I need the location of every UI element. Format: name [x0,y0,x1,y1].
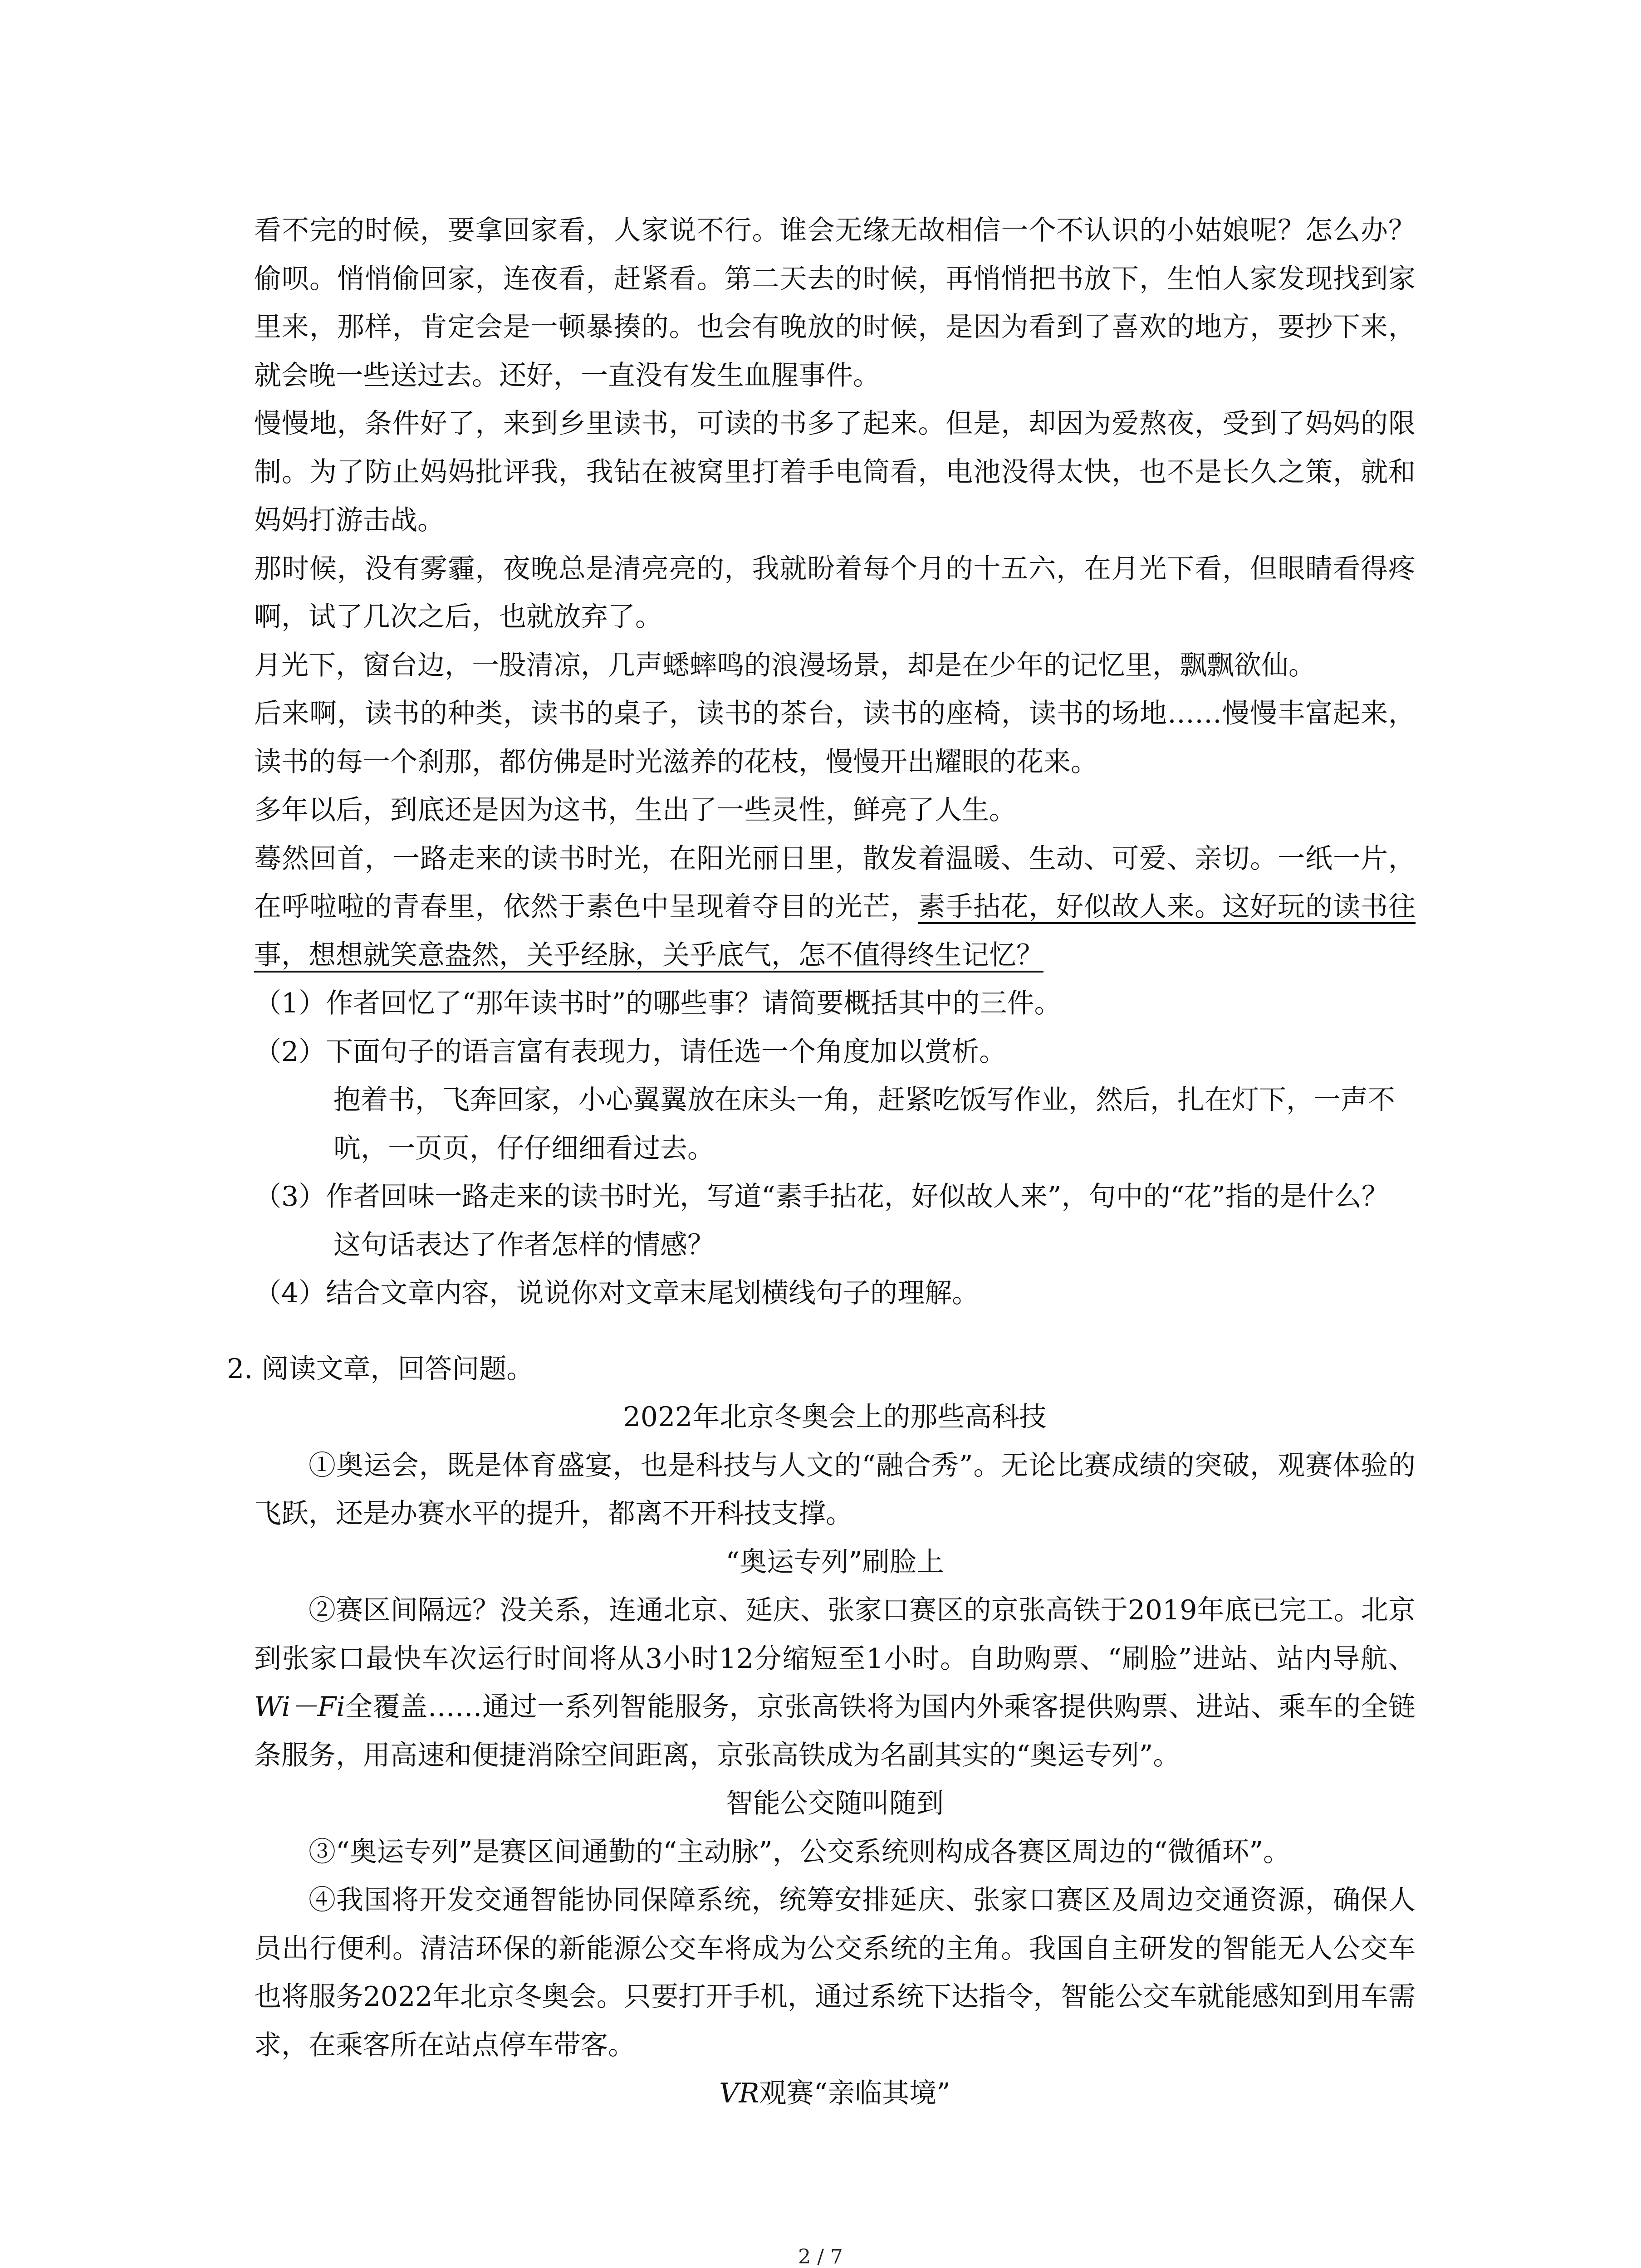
question-2-quote: 抱着书，飞奔回家，小心翼翼放在床头一角，赶紧吃饭写作业，然后，扎在灯下，一声不吭，一页页，仔仔细细看过去。 [333,1084,1395,1164]
question-2: （2）下面句子的语言富有表现力，请任选一个角度加以赏析。 [254,1036,1007,1068]
passage-paragraph: 月光下，窗台边，一股清凉，几声蟋蟀鸣的浪漫场景，却是在少年的记忆里，飘飘欲仙。 [254,649,1316,681]
article-paragraph-2 [254,1586,1416,1779]
underlined-sentence: 素手拈花，好似故人来。这好玩的读书往事，想想就笑意盎然，关乎经脉，关乎底气，怎不值得终生记忆？ [254,891,1416,971]
question-3: （3）作者回味一路走来的读书时光，写道“素手拈花，好似故人来”，句中的“花”指的是什么？这句话表达了作者怎样的情感？ [254,1181,1389,1261]
passage-final-paragraph [254,835,1416,980]
section-2-heading: 2. 阅读文章，回答问题。 [227,1353,534,1385]
passage-paragraph: 多年以后，到底还是因为这书，生出了一些灵性，鲜亮了人生。 [254,794,1016,826]
question-1: （1）作者回忆了“那年读书时”的哪些事？请简要概括其中的三件。 [254,987,1062,1019]
passage-paragraph: 看不完的时候，要拿回家看，人家说不行。谁会无缘无故相信一个不认识的小姑娘呢？怎么办？偷呗。悄悄偷回家，连夜看，赶紧看。第二天去的时候，再悄悄把书放下，生怕人家发现找到家里来，那样，肯定会是一顿暴揍的。也会有晚放的时候，是因为看到了喜欢的地方，要抄下来，就会晚一些送过去。还好，一直没有发生血腥事件。 [254,215,1416,391]
page-number: 2 / 7 [798,2245,843,2268]
subheading-3-text: 观赛“亲临其境” [759,2077,950,2109]
passage-paragraph: 后来啊，读书的种类，读书的桌子，读书的茶台，读书的座椅，读书的场地……慢慢丰富起来，读书的每一个刹那，都仿佛是时光滋养的花枝，慢慢开出耀眼的花来。 [254,698,1416,778]
article-title: 2022年北京冬奥会上的那些高科技 [623,1401,1047,1433]
article-paragraph-4: ④我国将开发交通智能协同保障系统，统筹安排延庆、张家口赛区及周边交通资源，确保人员出行便利。清洁环保的新能源公交车将成为公交系统的主角。我国自主研发的智能无人公交车也将服务2022年北京冬奥会。只要打开手机，通过系统下达指令，智能公交车就能感知到用车需求，在乘客所在站点停车带客。 [254,1884,1416,2061]
vr-term: VR [719,2077,759,2109]
article-subheading-2: 智能公交随叫随到 [726,1788,944,1819]
article-paragraph-3: ③“奥运专列”是赛区间通勤的“主动脉”，公交系统则构成各赛区周边的“微循环”。 [309,1836,1291,1868]
passage-paragraph: 那时候，没有雾霾，夜晚总是清亮亮的，我就盼着每个月的十五六，在月光下看，但眼睛看得疼啊，试了几次之后，也就放弃了。 [254,552,1416,633]
paragraph-2-part-b: 全覆盖……通过一系列智能服务，京张高铁将为国内外乘客提供购票、进站、乘车的全链条服务，用高速和便捷消除空间距离，京张高铁成为名副其实的“奥运专列”。 [254,1691,1416,1771]
paragraph-2-part-a: ②赛区间隔远？没关系，连通北京、延庆、张家口赛区的京张高铁于2019年底已完工。北京到张家口最快车次运行时间将从3小时12分缩短至1小时。自助购票、“刷脸”进站、站内导航、 [254,1594,1416,1675]
article-subheading-3 [254,2069,1416,2118]
article-paragraph-1: ①奥运会，既是体育盛宴，也是科技与人文的“融合秀”。无论比赛成绩的突破，观赛体验的飞跃，还是办赛水平的提升，都离不开科技支撑。 [254,1449,1416,1530]
passage-paragraph: 慢慢地，条件好了，来到乡里读书，可读的书多了起来。但是，却因为爱熬夜，受到了妈妈的限制。为了防止妈妈批评我，我钻在被窝里打着手电筒看，电池没得太快，也不是长久之策，就和妈妈打游击战。 [254,408,1416,536]
article-subheading-1: “奥运专列”刷脸上 [725,1546,944,1578]
wifi-term: Wi－Fi [254,1691,345,1723]
final-paragraph-text: 蓦然回首，一路走来的读书时光，在阳光丽日里，散发着温暖、生动、可爱、亲切。一纸一片，在呼啦啦的青春里，依然于素色中呈现着夺目的光芒， [254,842,1416,923]
page-content [227,206,1416,2118]
question-4: （4）结合文章内容，说说你对文章末尾划横线句子的理解。 [254,1277,980,1309]
